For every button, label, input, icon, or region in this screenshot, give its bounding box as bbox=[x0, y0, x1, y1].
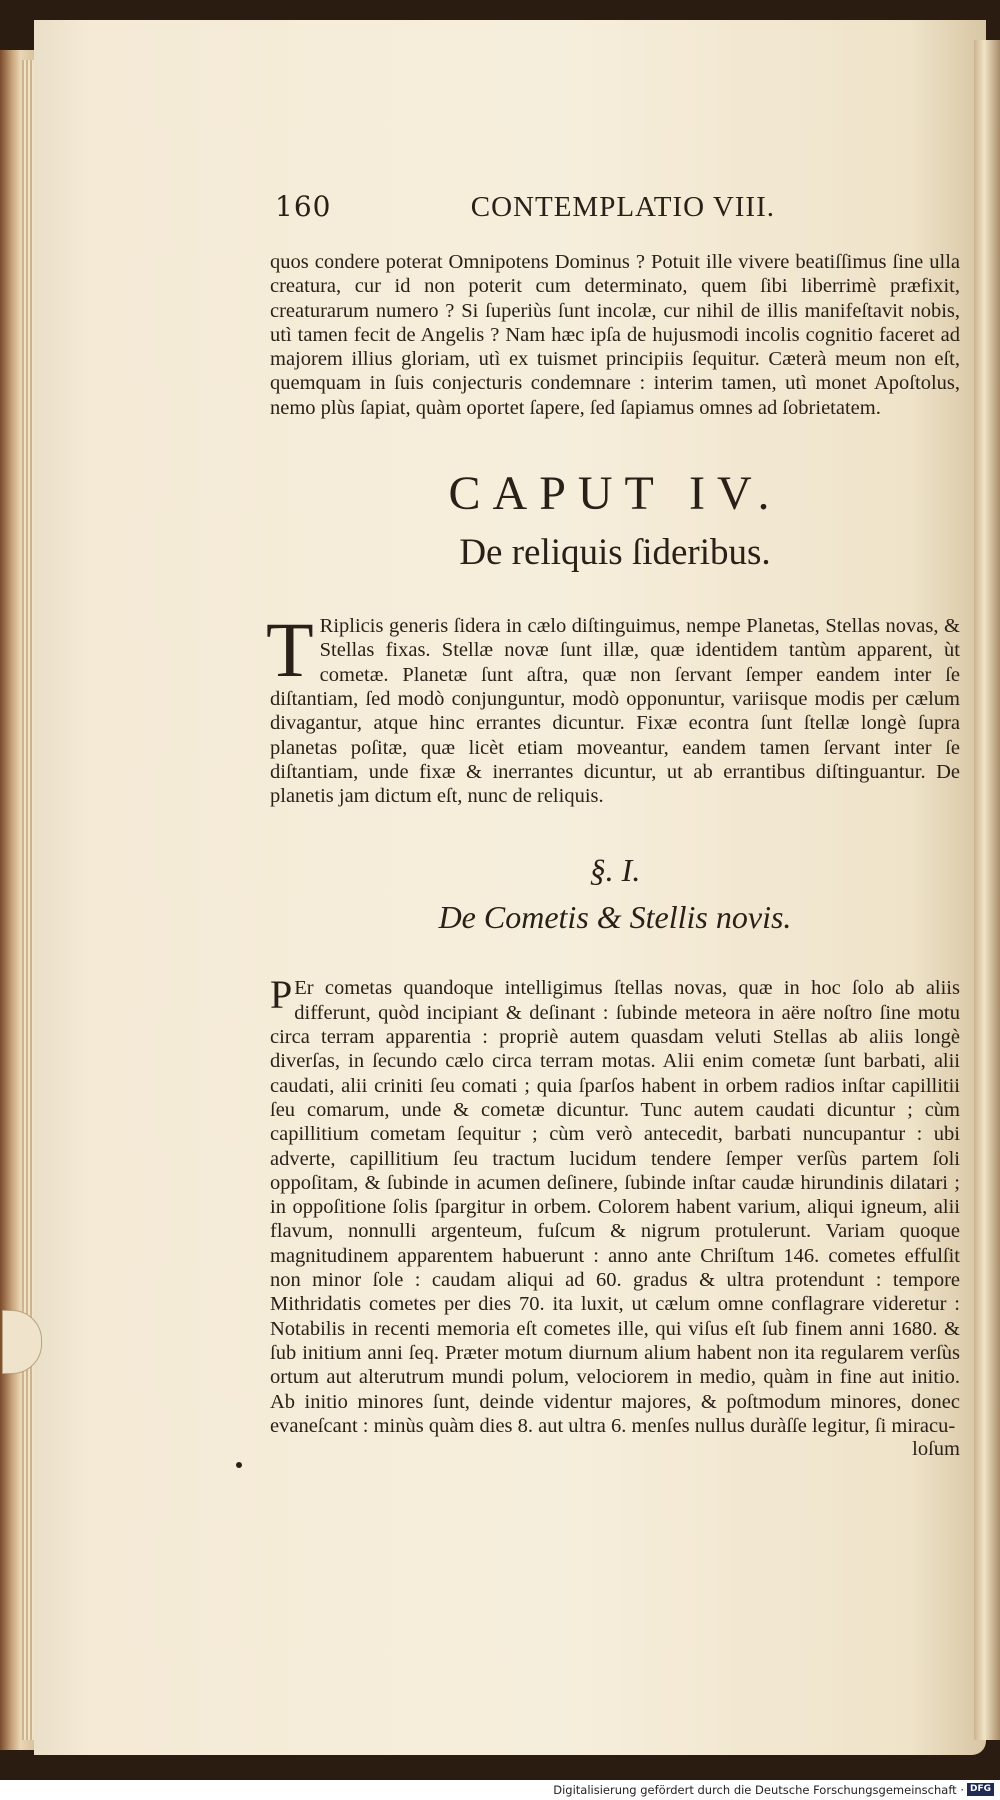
right-page-edge bbox=[974, 40, 1000, 1740]
running-title: CONTEMPLATIO VIII. bbox=[470, 191, 775, 223]
digitization-footer bbox=[0, 1780, 1000, 1800]
section-paragraph bbox=[270, 972, 960, 1438]
intro-paragraph: quos condere poterat Omnipotens Dominus ? Potuit ille vivere beatiſſimus ſine ulla creatura, cur id non poterit cum determinato, quem ſibi liberrimè præfixit, creaturarum numero ? Si ſuperiùs ſunt incolæ, cur nihil de illis manifeſtavit nobis, utì tamen fecit de Angelis ? Nam hæc ipſa de hujusmodi incolis cognitio faceret ad majorem illius gloriam, utì ex tuismet principiis ſequitur. Cæterà meum non eſt, quemquam in ſuis conjecturis condemnare : interim tamen, utì monet Apoſtolus, nemo plùs ſapiat, quàm oportet ſapere, ſed ſapiamus omnes ad ſobrietatem. bbox=[270, 251, 960, 419]
section-number: §. I. bbox=[589, 852, 641, 889]
book-scan bbox=[0, 20, 1000, 1760]
chapter-paragraph-text: Riplicis generis ſidera in cælo diſtinguimus, nempe Planetas, Stellas novas, & Stellas fixas. Stellæ novæ ſunt illæ, quæ identidem tantùm apparent, ùt cometæ. Planetæ ſunt aſtra, quæ non ſervant ſemper eandem inter ſe diſtantiam, ſed modò conjunguntur, modò opponuntur, variisque modis per cælum divagantur, atque hinc errantes dicuntur. Fixæ econtra ſunt ſtellæ longè ſupra planetas poſitæ, quæ licèt etiam moveantur, eandem tamen ſervant inter ſe diſtantiam, unde fixæ & inerrantes dicuntur, ut ab errantibus diſtinguantur. De planetis jam dictum eſt, nunc de reliquis. bbox=[270, 615, 960, 808]
section-initial: P bbox=[270, 972, 293, 1018]
section-paragraph-text: Er cometas quandoque intelligimus ſtellas novas, quæ in hoc ſolo ab aliis differunt, quòd incipiant & deſinant : ſubinde meteora in aëre noſtro ſine motu circa terram apparentia : propriè autem quasdam veluti Stellas ab aliis longè diverſas, in ſecundo cælo circa terram motas. Alii enim cometæ ſunt barbati, alii caudati, alii criniti ſeu comati ; quia ſparſos habent in orbem radios inſtar capillitii ſeu comarum, unde & cometæ dicuntur. Tunc autem caudati dicuntur ; cùm capillitium cometam ſequitur ; cùm verò antecedit, barbati nuncupantur : ubi adverte, capillitium ſeu tractum lucidum tendere ſemper verſùs partem ſoli oppoſitam, & ſubinde in acumen deſinere, ſubinde inſtar caudæ hirundinis dilatari ; in oppoſitione ſolis ſpargitur in orbem. Colorem habent varium, aliqui igneum, alii flavum, nonnulli argenteum, fuſcum & nigrum protulerunt. Variam quoque magnitudinem apparentem habuerunt : anno ante Chriſtum 146. cometes effulſit non minor ſole : caudam aliqui ad 60. gradus & ultra protendunt : tempore Mithridatis cometes per dies 70. ita luxit, ut cælum omne conflagrare videretur : Notabilis in recenti memoria eſt cometes ille, qui viſus eſt ſub finem anni 1680. & ſub initium anni ſeq. Præter motum diurnum alium habent non ita regularem verſùs ortum aut alterutrum mundi polum, velociorem in medio, quàm in fine aut initio. Ab initio minores ſunt, deinde videntur majores, & poſtmodum minores, donec evaneſcant : minùs quàm dies 8. aut ultra 6. menſes nullus duràſſe legitur, ſi miracu- bbox=[270, 977, 960, 1437]
page-number: 160 bbox=[275, 190, 332, 223]
drop-cap-initial: T bbox=[266, 606, 314, 694]
chapter-title: CAPUT IV. bbox=[448, 467, 782, 521]
chapter-subtitle: De reliquis ſideribus. bbox=[459, 532, 771, 574]
section-title: De Cometis & Stellis novis. bbox=[438, 899, 792, 936]
dfg-logo: DFG bbox=[967, 1783, 994, 1796]
ink-spot bbox=[236, 1462, 242, 1468]
chapter-paragraph bbox=[266, 606, 960, 808]
catchword: loſum bbox=[912, 1438, 960, 1461]
running-header bbox=[275, 190, 775, 224]
footer-credit: Digitalisierung gefördert durch die Deutsche Forschungsgemeinschaft · bbox=[553, 1783, 964, 1797]
page-text bbox=[266, 190, 960, 1461]
